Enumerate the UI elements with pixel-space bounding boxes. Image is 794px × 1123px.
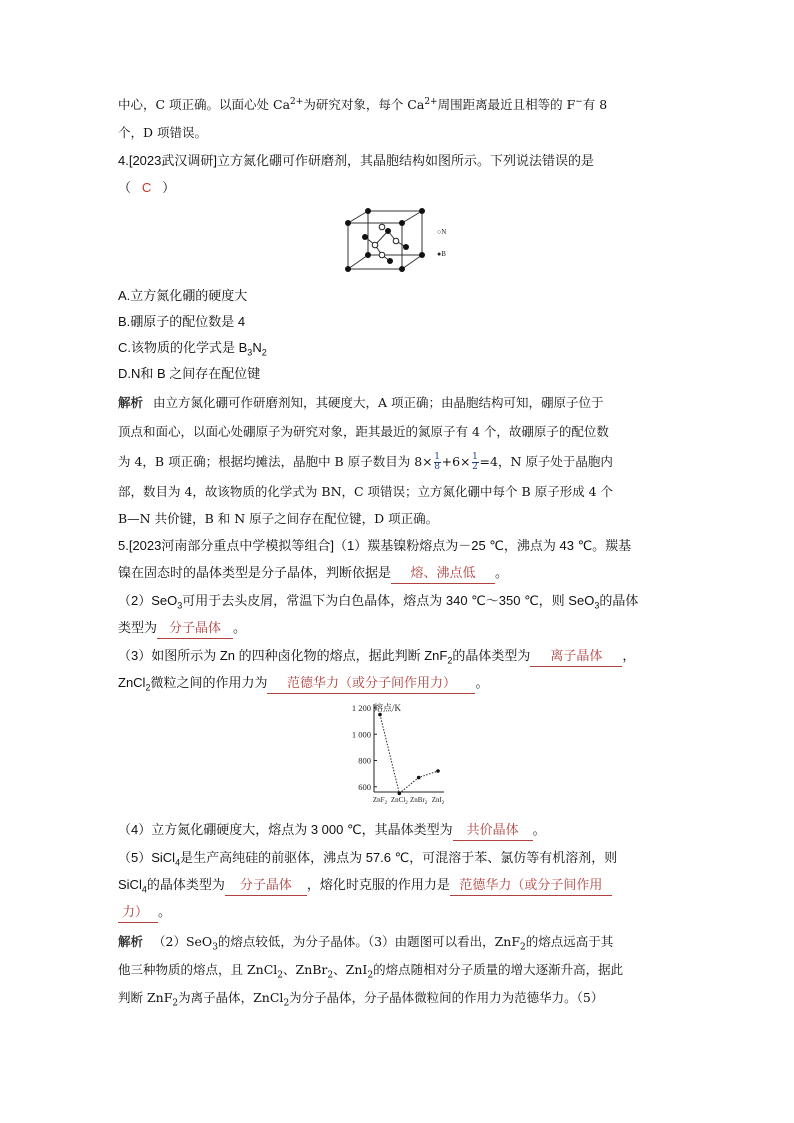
answer-blank-5: 共价晶体 [453,820,533,841]
b-atom [365,208,371,214]
x-tick-label: ZnI$_2$ [431,796,445,806]
q4-stem: 4.[2023武汉调研]立方氮化硼可作研磨剂，其晶胞结构如图所示。下列说法错误的是 [118,153,594,168]
b-atom [385,228,391,234]
answer-blank-2: 分子晶体 [157,618,233,639]
legend-n: ○N [437,228,447,236]
q5-part5-line-3: 力） 。 [118,902,171,923]
y-tick-label: 600 [358,781,371,792]
q5-part3-line-2: ZnCl$_2$微粒之间的作用力为 范德华力（或分子间作用力） 。 [118,675,489,693]
q4-option-a: A.立方氮化硼的硬度大 [118,288,248,303]
y-tick-label: 1 000 [351,729,371,740]
answer-blank-3: 离子晶体 [530,646,622,667]
q4-option-d: D.N和 B 之间存在配位键 [118,366,261,381]
b-atom [387,258,393,264]
chart-points [378,713,440,795]
answer-blank-7-continued: 力） [118,902,158,923]
b-atom [399,220,405,226]
q5-explanation-line-1: 解析 （2）SeO$_3$的熔点较低，为分子晶体。（3）由题图可以看出，ZnF$_2$的熔点远高于其 [118,934,614,953]
data-point [436,769,440,773]
n-atom [372,242,378,248]
q4-answer: C [141,180,152,195]
y-tick-label: 800 [358,755,371,766]
fraction-one-eighth: $\frac{1}{8}$ [434,452,440,472]
q4-explanation-line-1: 解析 由立方氮化硼可作研磨剂知，其硬度大，A 项正确；由晶胞结构可知，硼原子位于 [118,395,604,410]
fraction-one-half: $\frac{1}{2}$ [472,452,478,472]
q4-explanation-line-5: B—N 共价键，B 和 N 原子之间存在配位键，D 项正确。 [118,511,439,526]
chart-y-axis-label: 熔点/K [374,703,402,713]
cell-edge [402,211,422,223]
chart-y-ticks [352,703,377,792]
explanation-label-2: 解析 [118,934,144,949]
q4-answer-paren: （ C ） [118,180,176,195]
n-atom [379,224,385,230]
q5-stem-line-2: 镍在固态时的晶体类型是分子晶体，判断依据是 熔、沸点低 。 [118,563,508,584]
q5-explanation-line-3: 判断 ZnF$_2$为离子晶体，ZnCl$_2$为分子晶体，分子晶体微粒间的作用力为范德华力。（5） [118,990,604,1009]
q5-explanation-line-2: 他三种物质的熔点，且 ZnCl$_2$、ZnBr$_2$、ZnI$_2$的熔点随相对分子质量的增大逐渐升高，据此 [118,962,624,981]
q4-explanation-line-3: 为 4，B 项正确；根据均摊法，晶胞中 B 原子数目为 8× $\frac{1}{8}$ +6× $\frac{1}{2}$ =4，N 原子处于晶胞内 [118,452,613,472]
legend-b: ●B [437,250,446,258]
explanation-label: 解析 [118,395,144,410]
q4-explanation-line-2: 顶点和面心，以面心处硼原子为研究对象，距其最近的氮原子有 4 个，故硼原子的配位数 [118,424,609,439]
answer-blank-7: 范德华力（或分子间作用 [450,875,612,896]
previous-explanation-line-1: 中心，C 项正确。以面心处 $Ca^{2+}$为研究对象，每个 $Ca^{2+}$周围距离最近且相等的 F−有 8 [118,96,608,112]
b-atom [419,208,425,214]
q4-option-c: C.该物质的化学式是 $B_3N_2$ [118,340,267,358]
q5-part3-line-1: （3）如图所示为 Zn 的四种卤化物的熔点，据此判断 ZnF$_2$的晶体类型为 离子晶体 ， [118,648,636,666]
q5-part5-line-2: SiCl$_4$的晶体类型为 分子晶体 ，熔化时克服的作用力是 范德华力（或分子间作用 [118,875,612,896]
answer-blank-4: 范德华力（或分子间作用力） [267,673,475,694]
y-tick-label: 1 200 [351,703,371,713]
chart-axes [374,704,444,792]
answer-blank-6: 分子晶体 [225,875,307,896]
x-tick-label: ZnCl$_2$ [390,796,408,806]
chart-x-labels [373,796,445,806]
x-tick-label: ZnF$_2$ [372,796,388,806]
series-line [380,715,438,794]
b-atom [365,252,371,258]
bn-crystal-cell-figure [320,205,470,277]
q4-explanation-line-4: 部，数目为 4，故该物质的化学式为 BN，C 项错误；立方氮化硼中每个 B 原子形成 4 个 [118,484,614,499]
data-point [398,792,402,796]
q5-part2-line-2: 类型为 分子晶体 。 [118,618,246,639]
q5-part2-line-1: （2）SeO$_3$可用于去头皮屑，常温下为白色晶体，熔点为 340 ℃～350 ℃，则 SeO$_3$的晶体 [118,593,639,611]
q5-part4: （4）立方氮化硼硬度大，熔点为 3 000 ℃，其晶体类型为 共价晶体 。 [118,820,546,841]
previous-explanation-line-2: 个，D 项错误。 [118,125,207,140]
n-atom [379,252,385,258]
n-atom [393,238,399,244]
data-point [378,713,382,717]
b-atom [345,220,351,226]
cell-edge [348,211,368,223]
b-atom [399,266,405,272]
cell-back-face [368,211,422,255]
cell-edge [402,255,422,269]
q5-stem-line-1: 5.[2023河南部分重点中学模拟等组合]（1）羰基镍粉熔点为－25 ℃，沸点为 43 ℃。羰基 [118,538,632,553]
b-atom [403,244,409,250]
cell-edge [348,255,368,269]
answer-blank-1: 熔、沸点低 [391,563,495,584]
data-point [417,776,421,780]
b-atom [419,252,425,258]
x-tick-label: ZnBr$_2$ [410,796,428,806]
b-atom [345,266,351,272]
q4-option-b: B.硼原子的配位数是 4 [118,314,246,329]
melting-point-chart [340,700,450,812]
b-atom [362,234,368,240]
q5-part5-line-1: （5）SiCl$_4$是生产高纯硅的前驱体，沸点为 57.6 ℃，可混溶于苯、氯仿等有机溶剂，则 [118,850,618,868]
